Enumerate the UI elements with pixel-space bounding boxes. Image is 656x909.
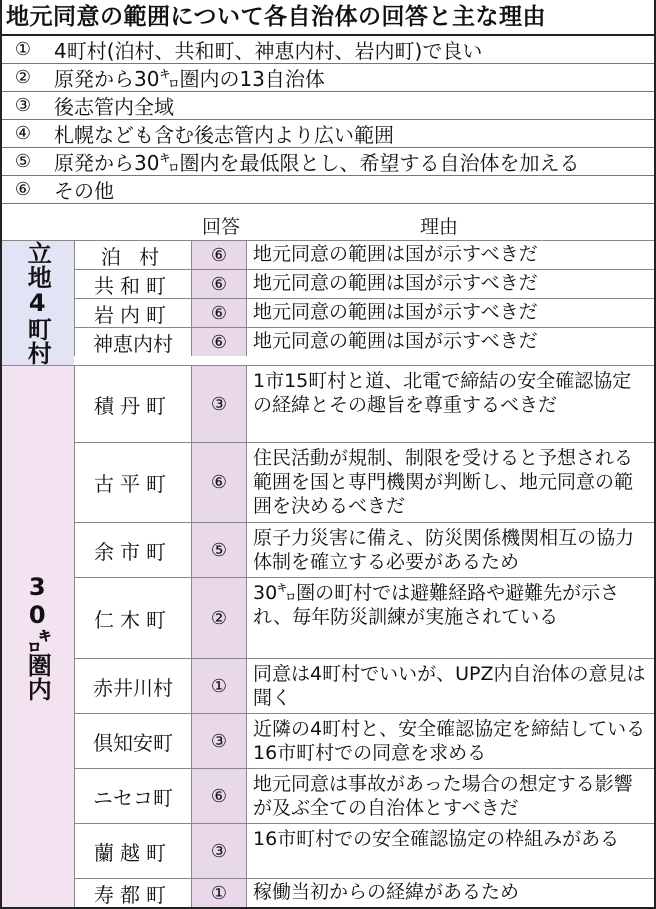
municipality-name: 泊 村 (74, 241, 192, 269)
answer-number: ⑥ (192, 328, 247, 356)
legend-text: その他 (54, 179, 114, 203)
reason-text: 地元同意の範囲は国が示すべきだ (253, 301, 538, 323)
answer-number: ③ (192, 366, 247, 442)
group-label: 立地4町村 (0, 241, 74, 365)
reason-text: 地元同意の範囲は国が示すべきだ (253, 243, 538, 265)
legend-item (0, 148, 656, 176)
legend-item (0, 64, 656, 92)
municipality-name: 赤井川村 (74, 659, 192, 713)
table-row (74, 299, 656, 328)
legend-number: ⑤ (14, 151, 32, 172)
legend-text: 4町村(泊村、共和町、神恵内村、岩内町)で良い (54, 39, 483, 63)
answer-number: ⑥ (192, 299, 247, 327)
answer-number: ② (192, 578, 247, 658)
legend-item (0, 92, 656, 120)
group-label: 30㌔圏内 (0, 366, 74, 908)
answer-number: ① (192, 659, 247, 713)
reason-text: 地元同意は事故があった場合の想定する影響が及ぶ全ての自治体とすべきだ (253, 773, 633, 819)
reason-text: 原子力災害に備え、防災関係機関相互の協力体制を確立する必要があるため (253, 527, 635, 573)
legend-item (0, 36, 656, 64)
legend-text: 原発から30㌔圏内の13自治体 (54, 67, 325, 91)
answer-number: ⑤ (192, 523, 247, 577)
legend-text: 札幌なども含む後志管内より広い範囲 (54, 123, 394, 147)
answer-number: ⑥ (192, 241, 247, 269)
table-row (74, 769, 656, 824)
reason-text: 地元同意の範囲は国が示すべきだ (253, 272, 538, 294)
municipality-name: 古平町 (74, 443, 192, 522)
municipality-name: 積丹町 (74, 366, 192, 442)
group-30km-area (0, 365, 656, 908)
legend-item (0, 120, 656, 148)
reason-text: 1市15町村と道、北電で締結の安全確認協定の経緯とその趣旨を尊重するべきだ (253, 370, 632, 416)
reason-text: 地元同意の範囲は国が示すべきだ (253, 330, 538, 352)
answer-number: ① (192, 879, 247, 908)
table-row (74, 270, 656, 299)
municipality-name: ニセコ町 (74, 769, 192, 823)
table-row (74, 443, 656, 523)
answer-number: ③ (192, 714, 247, 768)
municipality-name: 神恵内村 (74, 328, 192, 356)
table-row (74, 523, 656, 578)
reason-text: 稼働当初からの経緯があるため (253, 881, 520, 903)
municipality-name: 余市町 (74, 523, 192, 577)
column-header-answer: 回答 (201, 216, 240, 238)
reason-text: 近隣の4町村と、安全確認協定を締結している16市町村での同意を求める (253, 718, 646, 764)
group-siting-municipalities (0, 240, 656, 365)
legend-text: 後志管内全域 (54, 95, 174, 119)
legend-number: ② (14, 67, 32, 88)
answer-number: ⑥ (192, 270, 247, 298)
table-row (74, 824, 656, 879)
reason-text: 同意は4町村でいいが、UPZ内自治体の意見は聞く (253, 663, 646, 709)
table-row (74, 879, 656, 908)
answer-legend (0, 34, 656, 204)
table-row (74, 659, 656, 714)
table-row (74, 366, 656, 443)
legend-number: ⑥ (14, 179, 32, 200)
reason-text: 住民活動が規制、制限を受けると予想される範囲を国と専門機関が判断し、地元同意の範囲を決めるべきだ (253, 447, 634, 517)
municipality-name: 共和町 (74, 270, 192, 298)
reason-text: 30㌔圏の町村では避難経路や避難先が示され、毎年防災訓練が実施されている (253, 582, 620, 628)
legend-number: ③ (14, 95, 32, 116)
municipality-name: 岩内町 (74, 299, 192, 327)
answer-number: ⑥ (192, 769, 247, 823)
table-row (74, 714, 656, 769)
table-row (74, 328, 656, 356)
responses-table (0, 240, 656, 908)
answer-number: ③ (192, 824, 247, 878)
answer-number: ⑥ (192, 443, 247, 522)
table-row (74, 578, 656, 659)
municipality-name: 倶知安町 (74, 714, 192, 768)
municipality-name: 蘭越町 (74, 824, 192, 878)
legend-number: ④ (14, 123, 32, 144)
legend-text: 原発から30㌔圏内を最低限とし、希望する自治体を加える (54, 151, 580, 175)
reason-text: 16市町村での安全確認協定の枠組みがある (253, 828, 620, 850)
column-header-reason: 理由 (420, 216, 459, 238)
municipality-name: 仁木町 (74, 578, 192, 658)
table-row (74, 241, 656, 270)
legend-item (0, 176, 656, 204)
legend-number: ① (14, 39, 32, 60)
municipality-name: 寿都町 (74, 879, 192, 908)
page-title: 地元同意の範囲について各自治体の回答と主な理由 (6, 4, 547, 30)
